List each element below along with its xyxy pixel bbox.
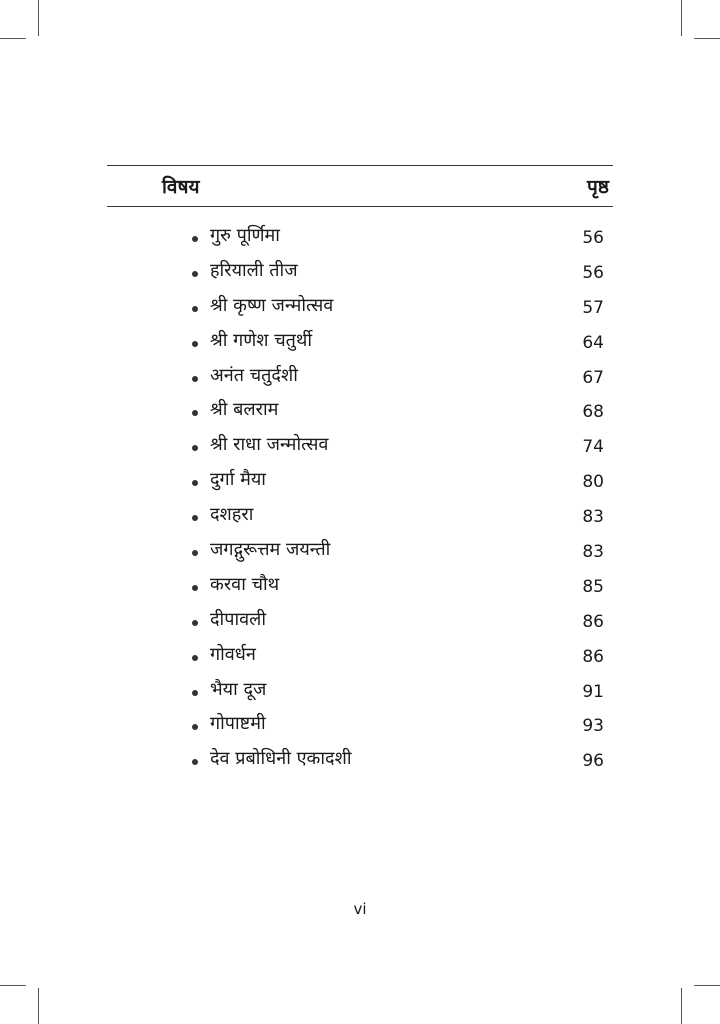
toc-entry [0,325,720,360]
toc-entry [0,534,720,569]
header-bottom-rule [107,206,613,207]
entry-title: दुर्गा मैया [210,469,266,491]
entry-title: गोपाष्टमी [210,713,266,735]
crop-mark-bottom-right-vertical [681,988,682,1024]
bullet-icon [192,759,198,765]
bullet-icon [192,271,198,277]
bullet-icon [192,620,198,626]
entry-page-number: 56 [582,228,604,248]
bullet-icon [192,376,198,382]
bullet-icon [192,480,198,486]
crop-mark-top-right-horizontal [694,38,720,39]
crop-mark-bottom-left-horizontal [0,985,26,986]
entry-title: दीपावली [210,608,266,630]
entry-page-number: 86 [582,646,604,667]
toc-entry [0,569,720,604]
bullet-icon [192,724,198,730]
entry-page-number: 83 [582,542,604,563]
entry-title: अनंत चतुर्दशी [210,364,298,386]
crop-mark-top-right-vertical [681,0,682,36]
entry-page-number: 86 [582,611,604,632]
entry-title: देव प्रबोधिनी एकादशी [210,748,352,770]
crop-mark-top-left-vertical [38,0,39,36]
bullet-icon [192,236,198,242]
crop-mark-bottom-left-vertical [38,988,39,1024]
entry-page-number: 64 [582,332,604,353]
header-top-rule [107,165,613,166]
entry-page-number: 80 [582,472,604,493]
entry-page-number: 74 [582,437,604,458]
toc-entry [0,708,720,743]
bullet-icon [192,410,198,416]
toc-entry [0,604,720,639]
toc-entry [0,255,720,290]
bullet-icon [192,585,198,591]
entry-page-number: 91 [582,681,604,702]
entry-page-number: 57 [582,297,604,318]
bullet-icon [192,550,198,556]
toc-entry [0,360,720,395]
crop-mark-top-left-horizontal [0,38,26,39]
toc-entry [0,499,720,534]
entry-title: श्री गणेश चतुर्थी [210,329,313,351]
entry-title: गोवर्धन [210,643,256,665]
entry-title: हरियाली तीज [210,259,298,281]
toc-entry [0,674,720,709]
bullet-icon [192,306,198,312]
entry-title: जगद्गुरूत्तम जयन्ती [210,539,331,561]
page-folio: vi [353,900,367,918]
entry-page-number: 96 [582,751,604,772]
entry-title: दशहरा [210,504,254,526]
page-column-heading: पृष्ठ [587,176,609,198]
entry-page-number: 56 [582,262,604,283]
entry-page-number: 85 [582,576,604,597]
entry-page-number: 83 [582,507,604,528]
subject-column-heading: विषय [162,176,200,198]
toc-entry [0,394,720,429]
bullet-icon [192,445,198,451]
entry-title: गुरु पूर्णिमा [210,225,280,246]
entry-page-number: 67 [582,367,604,388]
entry-page-number: 68 [582,402,604,423]
toc-entry [0,220,720,255]
toc-entry [0,429,720,464]
toc-list [0,220,720,778]
toc-entry [0,290,720,325]
entry-title: भैया दूज [210,678,267,700]
bullet-icon [192,341,198,347]
toc-entry [0,743,720,778]
toc-entry [0,464,720,499]
crop-mark-bottom-right-horizontal [694,985,720,986]
entry-page-number: 93 [582,716,604,737]
bullet-icon [192,690,198,696]
bullet-icon [192,655,198,661]
entry-title: श्री राधा जन्मोत्सव [210,434,329,456]
toc-entry [0,639,720,674]
entry-title: श्री बलराम [210,399,279,421]
entry-title: श्री कृष्ण जन्मोत्सव [210,294,334,316]
bullet-icon [192,515,198,521]
entry-title: करवा चौथ [210,573,280,595]
